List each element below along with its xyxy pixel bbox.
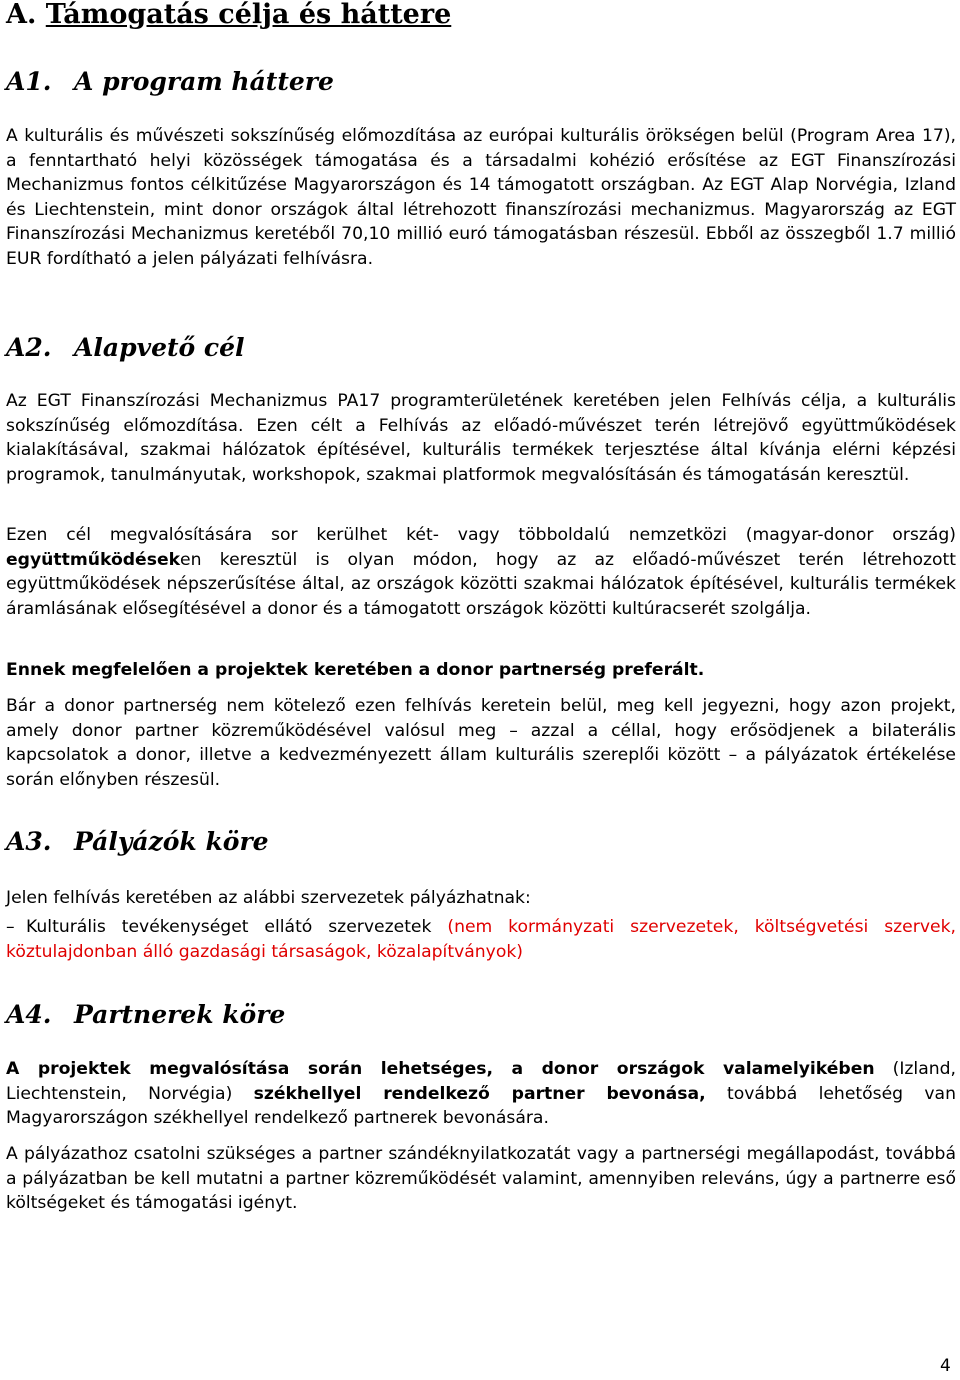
section-a3-list-item xyxy=(6,915,956,964)
section-a1-number: A1. xyxy=(6,67,52,96)
main-heading-number: A. xyxy=(6,0,37,30)
section-a4-paragraph-1 xyxy=(6,1057,956,1131)
section-a4-paragraph-2: A pályázathoz csatolni szükséges a partner szándéknyilatkozatát vagy a partnerségi megállapodást, továbbá a pályázatban be kell mutatni a partner közreműködését valamint, amennyiben releváns, úgy a partnerre eső költségeket és támogatási igényt. xyxy=(6,1144,956,1213)
section-a2-paragraph-1: Az EGT Finanszírozási Mechanizmus PA17 programterületének keretében jelen Felhívás célja, a kulturális sokszínűség előmozdítása. Ezen célt a Felhívás az előadó-művészet terén létrejövő együttműködések kialakításával, szakmai hálózatok építésével, kulturális termékek terjesztése által kívánja elérni képzési programok, tanulmányutak, workshopok, szakmai platformok megvalósításán és támogatásán keresztül. xyxy=(6,391,956,485)
main-heading xyxy=(6,0,451,32)
section-a2-paragraph-2 xyxy=(6,523,956,621)
section-a1-paragraph: A kulturális és művészeti sokszínűség előmozdítása az európai kulturális örökségen belül (Program Area 17), a fenntartható helyi közösségek támogatása és a társadalmi kohézió erősítése az EGT Finanszírozási Mechanizmus fontos célkitűzése Magyarországon és 14 támogatott országban. Az EGT Alap Norvégia, Izland és Liechtenstein, mint donor országok által létrehozott finanszírozási mechanizmus. Magyarország az EGT Finanszírozási Mechanizmus keretéből 70,10 millió euró támogatásban részesül. Ebből az összegből 1.7 millió EUR fordítható a jelen pályázati felhívásra. xyxy=(6,126,956,269)
section-a2-paragraph-3: Ennek megfelelően a projektek keretében a donor partnerség preferált. xyxy=(6,660,705,680)
section-a4-p1-bold-2: székhellyel rendelkező partner bevonása, xyxy=(253,1083,706,1104)
section-a3-heading xyxy=(6,826,269,858)
section-a3-number: A3. xyxy=(6,827,52,856)
section-a2-p2-bold: együttműködések xyxy=(6,549,181,570)
section-a1-heading xyxy=(6,66,334,98)
section-a4-heading xyxy=(6,999,285,1031)
section-a2-heading xyxy=(6,332,245,364)
section-a2-p2-start: Ezen cél megvalósítására sor kerülhet két- vagy többoldalú nemzetközi (magyar-donor ország) xyxy=(6,525,956,545)
section-a3-item-red: (nem kormányzati szervezetek, költségvetési szervek, köztulajdonban álló gazdasági társaságok, közalapítványok) xyxy=(6,917,956,962)
section-a2-title: Alapvető cél xyxy=(74,333,245,362)
section-a4-title: Partnerek köre xyxy=(74,1000,286,1029)
section-a4-p1-normal-2: továbbá lehetőség van Magyarországon székhellyel rendelkező partnerek bevonására. xyxy=(6,1083,956,1128)
main-heading-title: Támogatás célja és háttere xyxy=(45,0,452,30)
section-a2-paragraph-4: Bár a donor partnerség nem kötelező ezen felhívás keretein belül, meg kell jegyezni, hogy azon projekt, amely donor partner közreműködésével valósul meg – azzal a céllal, hogy erősödjenek a bilaterális kapcsolatok a donor, illetve a kedvezményezett állam kulturális szereplői között – a pályázatok értékelése során előnyben részesül. xyxy=(6,696,956,790)
section-a4-number: A4. xyxy=(6,1000,52,1029)
list-dash-icon: – xyxy=(6,917,15,937)
section-a4-p1-bold-1: A projektek megvalósítása során lehetséges, a donor országok valamelyikében xyxy=(6,1059,875,1079)
section-a3-item-text: Kulturális tevékenységet ellátó szervezetek xyxy=(26,917,448,937)
section-a4-p1-normal-1: (Izland, Liechtenstein, Norvégia) xyxy=(6,1059,956,1104)
section-a3-paragraph: Jelen felhívás keretében az alábbi szervezetek pályázhatnak: xyxy=(6,888,531,908)
section-a1-title: A program háttere xyxy=(74,67,334,96)
page-number: 4 xyxy=(940,1356,951,1376)
section-a3-title: Pályázók köre xyxy=(74,827,269,856)
section-a2-p2-end: en keresztül is olyan módon, hogy az az előadó-művészet terén létrehozott együttműködések népszerűsítése által, az országok közötti szakmai hálózatok építésével, kulturális termékek áramlásának elősegítésével a donor és a támogatott országok közötti kultúracserét szolgálja. xyxy=(6,549,956,619)
section-a2-number: A2. xyxy=(6,333,52,362)
